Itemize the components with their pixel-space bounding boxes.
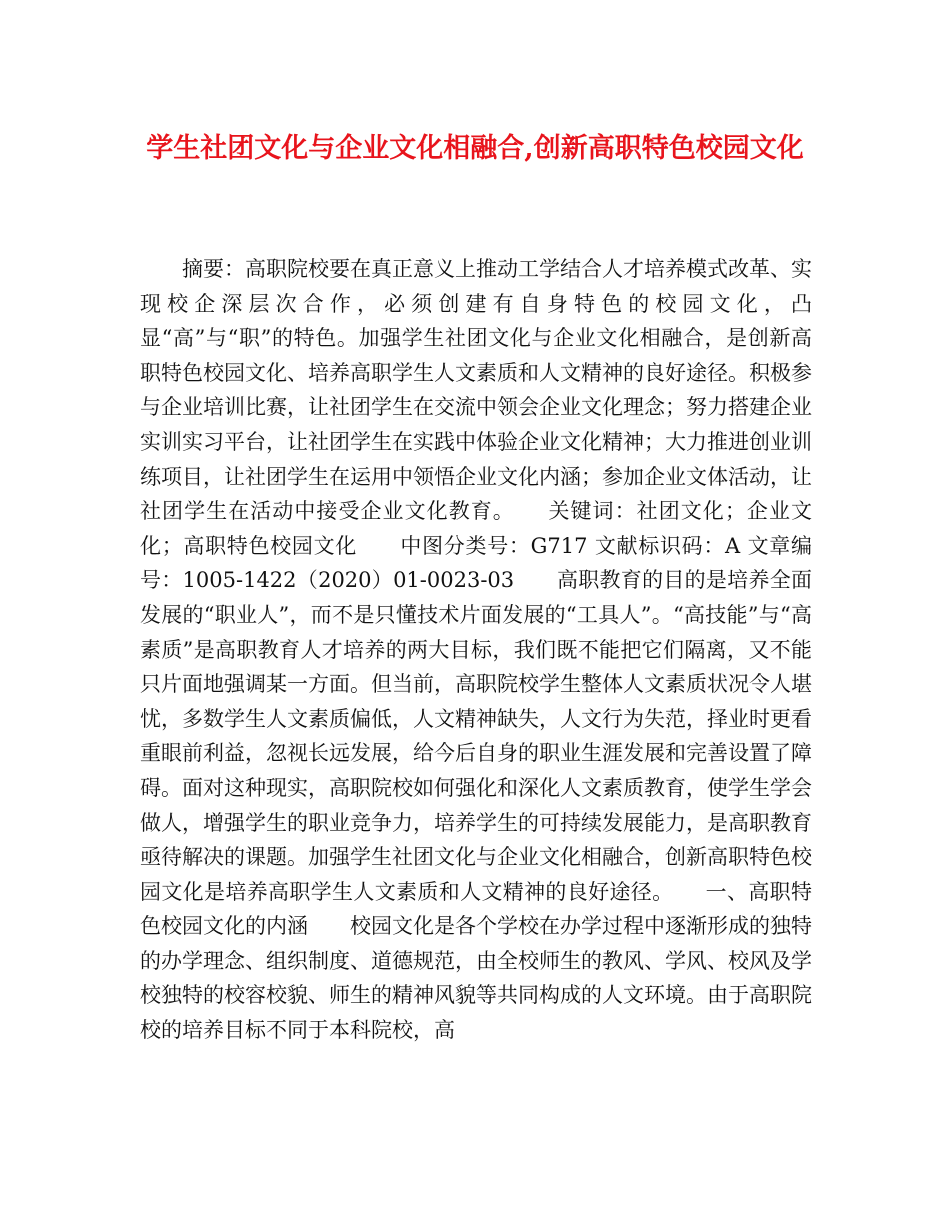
- document-body: 摘要：高职院校要在真正意义上推动工学结合人才培养模式改革、实现校企深层次合作，必须创建有自身特色的校园文化，凸显“高”与“职”的特色。加强学生社团文化与企业文化相融合，是创新高职特色校园文化、培养高职学生人文素质和人文精神的良好途径。积极参与企业培训比赛，让社团学生在交流中领会企业文化理念；努力搭建企业实训实习平台，让社团学生在实践中体验企业文化精神；大力推进创业训练项目，让社团学生在运用中领悟企业文化内涵；参加企业文体活动，让社团学生在活动中接受企业文化教育。 关键词：社团文化；企业文化；高职特色校园文化 中图分类号：G717 文献标识码：A 文章编号：1005-1422（2020）01-0023-03 高职教育的目的是培养全面发展的“职业人”，而不是只懂技术片面发展的“工具人”。“高技能”与“高素质”是高职教育人才培养的两大目标，我们既不能把它们隔离，又不能只片面地强调某一方面。但当前，高职院校学生整体人文素质状况令人堪忧，多数学生人文素质偏低，人文精神缺失，人文行为失范，择业时更看重眼前利益，忽视长远发展，给今后自身的职业生涯发展和完善设置了障碍。面对这种现实，高职院校如何强化和深化人文素质教育，使学生学会做人，增强学生的职业竞争力，培养学生的可持续发展能力，是高职教育亟待解决的课题。加强学生社团文化与企业文化相融合，创新高职特色校园文化是培养高职学生人文素质和人文精神的良好途径。 一、高职特色校园文化的内涵 校园文化是各个学校在办学过程中逐渐形成的独特的办学理念、组织制度、道德规范，由全校师生的教风、学风、校风及学校独特的校容校貌、师生的精神风貌等共同构成的人文环境。由于高职院校的培养目标不同于本科院校，高: [140, 257, 812, 1043]
- document-title: 学生社团文化与企业文化相融合,创新高职特色校园文化: [146, 133, 804, 164]
